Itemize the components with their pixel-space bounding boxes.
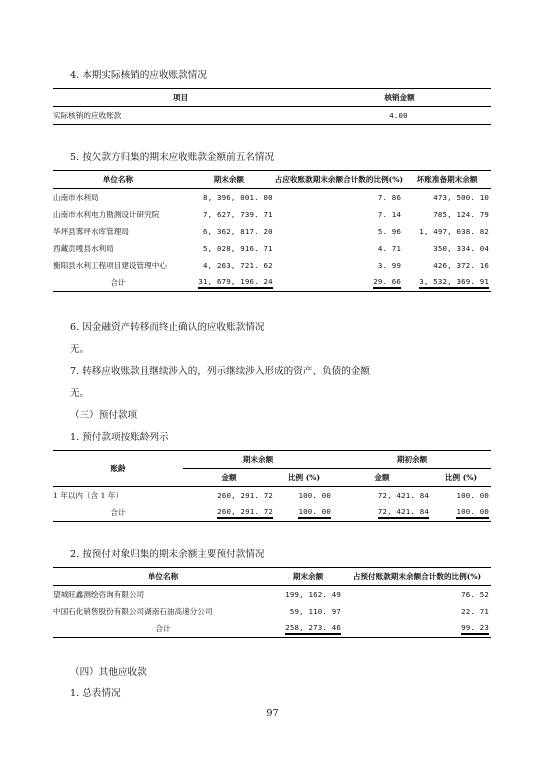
unit-name: 西藏贡嘎县水利局	[53, 244, 114, 253]
writeoff-table	[53, 88, 491, 125]
ratio: 3. 99	[377, 261, 402, 270]
unit-name: 山南市水利电力勘测设计研究院	[53, 210, 160, 219]
ratio: 22. 71	[461, 607, 489, 616]
section-4-heading: 4. 本期实际核销的应收账款情况	[70, 70, 207, 81]
begin-amount: 72, 421. 84	[377, 491, 429, 500]
ratio: 76. 52	[461, 590, 489, 599]
ending-balance: 8, 396, 001. 00	[203, 193, 273, 202]
table-row	[53, 223, 491, 240]
col-bad-debt-header: 坏账准备期末余额	[416, 175, 478, 184]
total-end-amount: 260, 291. 72	[217, 507, 273, 519]
other-receivables-summary-heading: 1. 总表情况	[70, 688, 121, 699]
col-age-header: 账龄	[53, 451, 183, 487]
col-begin-amount-header: 金额	[374, 473, 390, 482]
total-row	[53, 620, 491, 638]
other-receivables-heading: （四）其他应收款	[70, 667, 147, 678]
ratio: 4. 71	[377, 244, 402, 253]
table-row	[53, 487, 491, 505]
top5-receivables-table	[53, 170, 491, 292]
bad-debt: 426, 372. 16	[433, 261, 489, 270]
col-begin-ratio-header: 比例 (%)	[444, 473, 478, 482]
ending-balance: 199, 162. 49	[285, 590, 341, 599]
col-item-header: 项目	[172, 93, 189, 102]
section-7-body: 无。	[70, 388, 90, 399]
col-end-amount-header: 金额	[221, 473, 237, 482]
age-label: 1 年以内（含 1 年）	[53, 491, 124, 500]
total-row	[53, 274, 491, 292]
prepayments-aging-table	[53, 450, 491, 522]
total-begin-amount: 72, 421. 84	[378, 507, 429, 519]
total-label: 合计	[155, 624, 171, 633]
table-row	[53, 603, 491, 620]
total-ending-balance: 31, 679, 196. 24	[198, 277, 272, 289]
col-begin-header: 期初余额	[333, 451, 491, 469]
total-begin-ratio: 100. 00	[456, 507, 489, 519]
section-6-heading: 6. 因金融资产转移而终止确认的应收账款情况	[70, 322, 265, 333]
writeoff-row-label: 实际核销的应收账款	[53, 111, 122, 120]
section-6-body: 无。	[70, 344, 90, 355]
ratio: 7. 14	[377, 210, 402, 219]
ending-balance: 4, 263, 721. 62	[203, 261, 273, 270]
prepayments-aging-heading: 1. 预付款项按账龄列示	[70, 432, 169, 443]
total-ending-balance: 258, 273. 46	[285, 623, 341, 635]
writeoff-row-value: 4.00	[389, 111, 408, 120]
total-label: 合计	[110, 278, 126, 287]
ending-balance: 59, 110. 97	[289, 607, 341, 616]
bad-debt: 350, 334. 04	[433, 244, 489, 253]
prepayments-top-heading: 2. 按预付对象归集的期末余额主要预付款情况	[70, 549, 265, 560]
begin-ratio: 100. 00	[456, 491, 489, 500]
end-amount: 260, 291. 72	[217, 491, 273, 500]
total-ratio: 29. 66	[373, 277, 401, 289]
unit-name: 望城旺鑫测绘咨询有限公司	[53, 590, 145, 599]
table-row	[53, 189, 491, 207]
page-number: 97	[266, 708, 279, 719]
bad-debt: 1, 497, 038. 82	[419, 227, 489, 236]
total-label: 合计	[110, 508, 126, 517]
table-row	[53, 206, 491, 223]
ratio: 5. 96	[377, 227, 402, 236]
section-7-heading: 7. 转移应收账款且继续涉入的，列示继续涉入形成的资产、负债的金额	[70, 366, 371, 377]
total-end-ratio: 100. 00	[298, 507, 331, 519]
col-writeoff-amount-header: 核销金额	[384, 93, 415, 102]
unit-name: 华坪县雾坪水库管理局	[53, 227, 129, 236]
unit-name: 中国石化销售股份有限公司湖南石油高速分公司	[53, 607, 213, 616]
end-ratio: 100. 00	[298, 491, 331, 500]
ending-balance: 6, 362, 817. 20	[203, 227, 273, 236]
table-row	[53, 240, 491, 257]
ending-balance: 5, 028, 916. 71	[203, 244, 273, 253]
prepayments-top-table	[53, 567, 491, 638]
total-ratio: 99. 23	[461, 623, 489, 635]
ratio: 7. 86	[377, 193, 402, 202]
col-unit-header: 单位名称	[147, 572, 179, 581]
col-end-ratio-header: 比例 (%)	[287, 473, 321, 482]
total-bad-debt: 3, 532, 369. 91	[419, 277, 489, 289]
bad-debt: 785, 124. 79	[433, 210, 489, 219]
col-end-header: 期末余额	[183, 451, 333, 469]
col-ratio-header: 占预付账款期末余额合计数的比例(%)	[352, 572, 482, 581]
unit-name: 衡阳县水利工程项目建设管理中心	[53, 261, 167, 270]
col-ratio-header: 占应收账款期末余额合计数的比例(%)	[274, 175, 404, 184]
ending-balance: 7, 627, 739. 71	[203, 210, 273, 219]
section-5-heading: 5. 按欠款方归集的期末应收账款金额前五名情况	[70, 152, 275, 163]
table-row	[53, 586, 491, 604]
unit-name: 山南市水利局	[53, 193, 99, 202]
col-ending-balance-header: 期末余额	[292, 572, 324, 581]
total-row	[53, 504, 491, 522]
col-unit-header: 单位名称	[102, 175, 134, 184]
prepayments-heading: （三）预付款项	[70, 410, 138, 421]
bad-debt: 473, 500. 10	[433, 193, 489, 202]
table-row	[53, 257, 491, 274]
col-ending-balance-header: 期末余额	[213, 175, 245, 184]
